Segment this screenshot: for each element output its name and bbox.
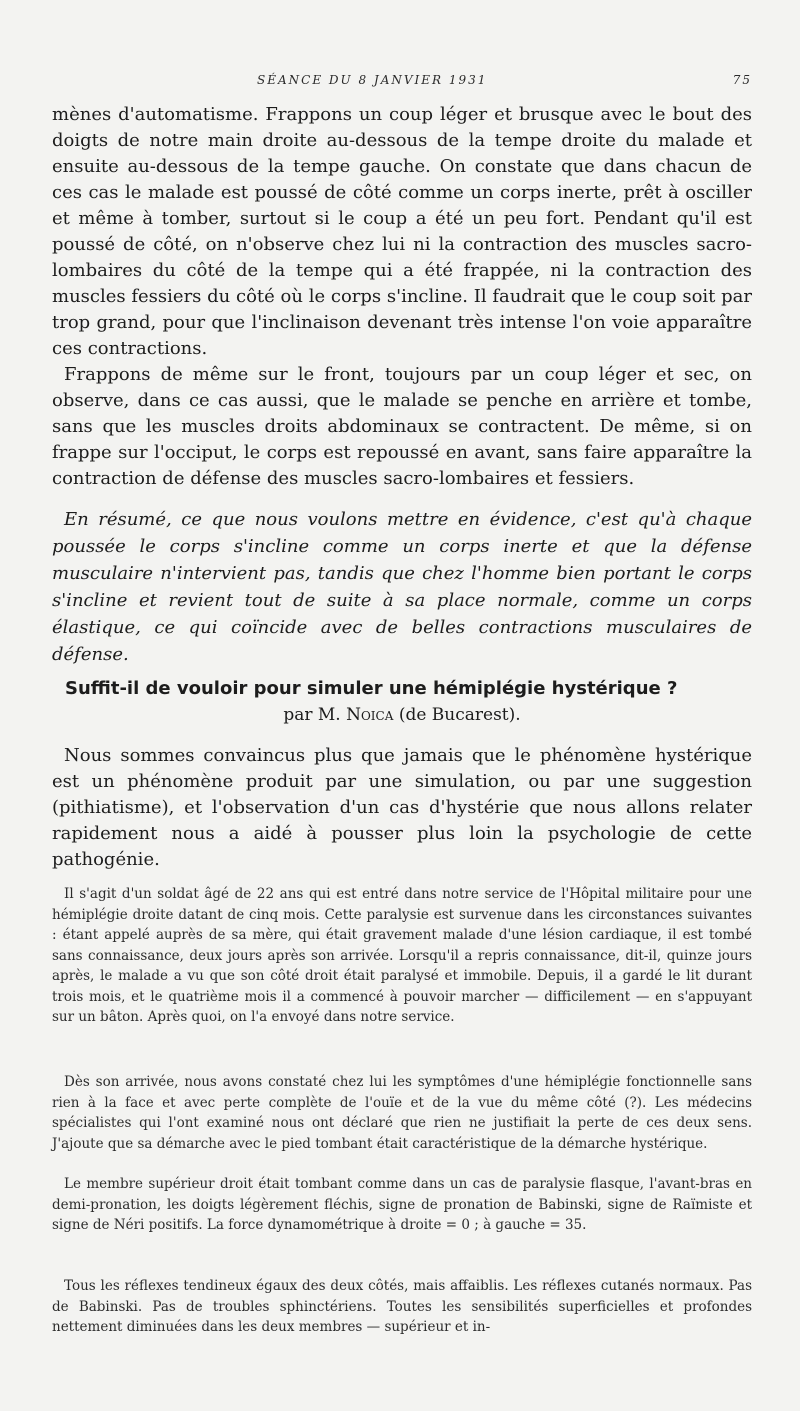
case-paragraph-symptoms (52, 1072, 752, 1154)
author-affiliation: (de Bucarest). (398, 705, 521, 725)
paragraph-automatism: mènes d'automatisme. Frappons un coup léger et brusque avec le bout des doigts de notre main droite au-dessous de la tempe droite du malade et ensuite au-dessous de la tempe gauche. On constate que dans chacun de ces cas le malade est poussé de côté comme un corps inerte, prêt à osciller et même à tomber, surtout si le coup a été un peu fort. Pendant qu'il est poussé de côté, on n'observe chez lui ni la contraction des muscles sacro-lombaires du côté de la tempe qui a été frappée, ni la contraction des muscles fessiers du côté où le corps s'incline. Il faudrait que le coup soit par trop grand, pour que l'inclinaison devenant très intense l'on voie apparaître ces contractions. (52, 104, 752, 359)
case-paragraph-history (52, 884, 752, 1028)
case-history-text: Il s'agit d'un soldat âgé de 22 ans qui est entré dans notre service de l'Hôpital militaire pour une hémiplégie droite datant de cinq mois. Cette paralysie est survenue dans les circonstances suivantes : étant appelé auprès de sa mère, qui était gravement malade d'une lésion cardiaque, il est tombé sans connaissance, deux jours après son arrivée. Lorsqu'il a repris connaissance, dit-il, quinze jours après, le malade a vu que son côté droit était paralysé et immobile. Depuis, il a gardé le lit durant trois mois, et le quatrième mois il a commencé à pouvoir marcher — difficilement — en s'appuyant sur un bâton. Après quoi, on l'a envoyé dans notre service. (52, 886, 752, 1025)
paragraph-front-occiput: Frappons de même sur le front, toujours par un coup léger et sec, on observe, dans ce cas aussi, que le malade se penche en arrière et tombe, sans que les muscles droits abdominaux se contractent. De même, si on frappe sur l'occiput, le corps est repoussé en avant, sans faire apparaître la contraction de défense des muscles sacro-lombaires et fessiers. (52, 364, 752, 489)
running-head-title: SÉANCE DU 8 JANVIER 1931 (257, 73, 488, 87)
page-number: 75 (732, 73, 752, 87)
intro-text: Nous sommes convaincus plus que jamais que le phénomène hystérique est un phénomène produit par une simulation, ou par une suggestion (pithiatisme), et l'observation d'un cas d'hystérie que nous allons relater rapidement nous a aidé à pousser plus loin la psychologie de cette pathogénie. (52, 745, 752, 870)
summary-text: En résumé, ce que nous voulons mettre en évidence, c'est qu'à chaque poussée le corps s'incline comme un corps inerte et que la défense musculaire n'intervient pas, tandis que chez l'homme bien portant le corps s'incline et revient tout de suite à sa place normale, comme un corps élastique, ce qui coïncide avec de belles contractions musculaires de défense. (52, 509, 752, 665)
case-paragraph-upper-limb (52, 1174, 752, 1236)
paragraph-summary (52, 506, 752, 668)
case-upper-limb-text: Le membre supérieur droit était tombant comme dans un cas de paralysie flasque, l'avant-bras en demi-pronation, les doigts légèrement fléchis, signe de pronation de Babinski, signe de Raïmiste et signe de Néri positifs. La force dynamométrique à droite = 0 ; à gauche = 35. (52, 1176, 752, 1233)
case-reflexes-text: Tous les réflexes tendineux égaux des deux côtés, mais affaiblis. Les réflexes cutanés normaux. Pas de Babinski. Pas de troubles sphinctériens. Toutes les sensibilités superficielles et profondes nettement diminuées dans les deux membres — supérieur et in- (52, 1278, 752, 1335)
byline (52, 705, 752, 725)
case-symptoms-text: Dès son arrivée, nous avons constaté chez lui les symptômes d'une hémiplégie fonctionnelle sans rien à la face et avec perte complète de l'ouïe et de la vue du même côté (?). Les médecins spécialistes qui l'ont examiné nous ont déclaré que rien ne justifiait la perte de ces deux sens. J'ajoute que sa démarche avec le pied tombant était caractéristique de la démarche hystérique. (52, 1074, 752, 1152)
author-name: Noica (346, 705, 394, 725)
paragraph-intro (52, 743, 752, 873)
body-text (52, 102, 752, 492)
case-paragraph-reflexes (52, 1276, 752, 1338)
byline-prefix: par M. (283, 705, 341, 725)
article-title: Suffit-il de vouloir pour simuler une hémiplégie hystérique ? (65, 678, 678, 699)
